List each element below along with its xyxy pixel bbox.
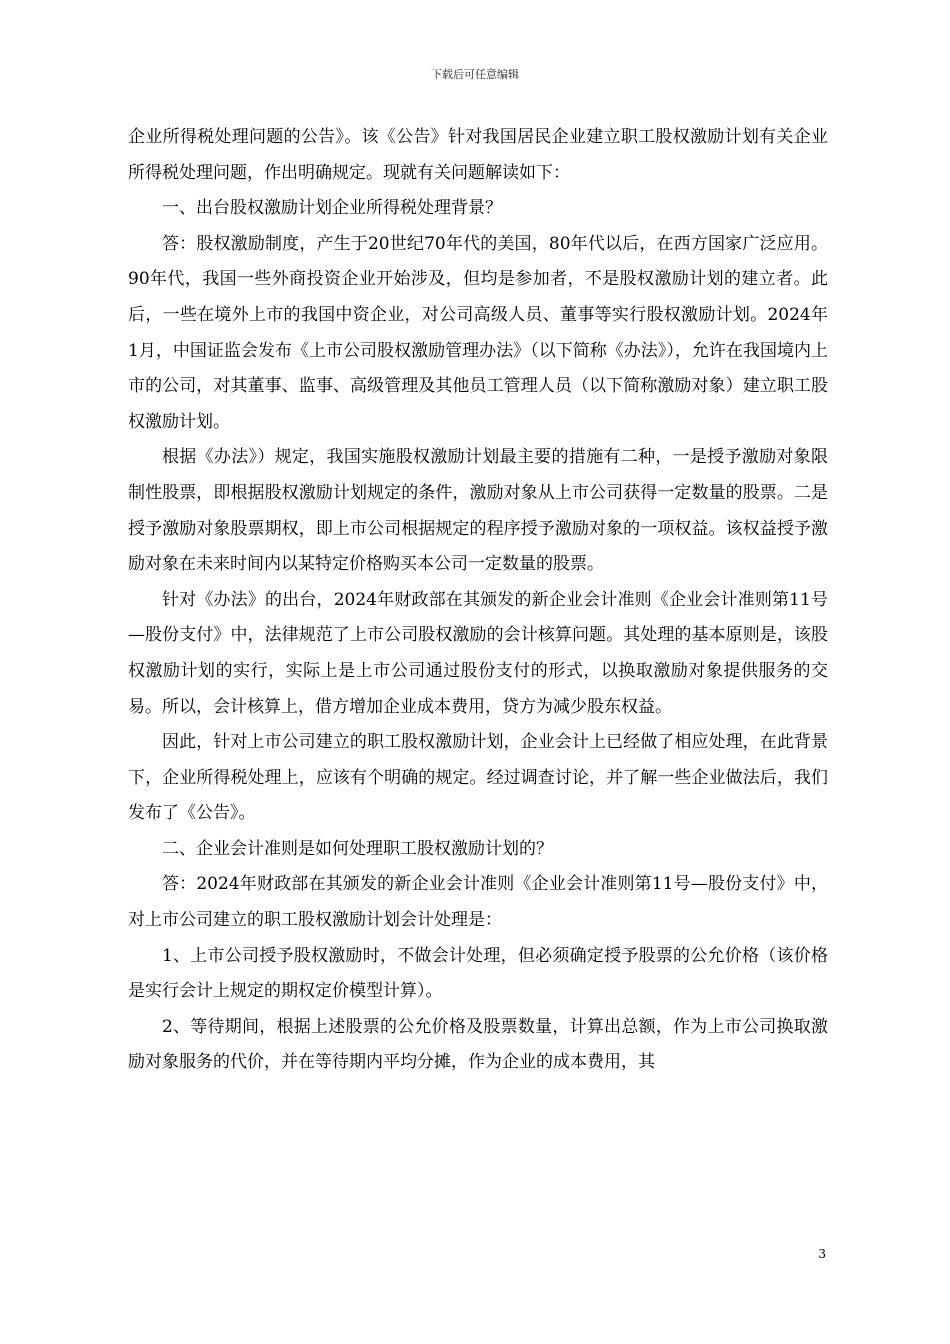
- paragraph: 因此，针对上市公司建立的职工股权激励计划，企业会计上已经做了相应处理，在此背景下，企业所得税处理上，应该有个明确的规定。经过调查讨论，并了解一些企业做法后，我们发布了《公告》。: [128, 732, 828, 824]
- paragraph: 企业所得税处理问题的公告》。该《公告》针对我国居民企业建立职工股权激励计划有关企业所得税处理问题，作出明确规定。现就有关问题解读如下：: [128, 127, 828, 183]
- page-number: 3: [818, 1247, 826, 1261]
- paragraph: 根据《办法》）规定，我国实施股权激励计划最主要的措施有二种，一是授予激励对象限制性股票，即根据股权激励计划规定的条件，激励对象从上市公司获得一定数量的股票。二是授予激励对象股票期权，即上市公司根据规定的程序授予激励对象的一项权益。该权益授予激励对象在未来时间内以某特定价格购买本公司一定数量的股票。: [128, 447, 828, 575]
- paragraph: 答：2024年财政部在其颁发的新企业会计准则《企业会计准则第11号—股份支付》中，对上市公司建立的职工股权激励计划会计处理是：: [128, 874, 828, 931]
- paragraph: 答：股权激励制度，产生于20世纪70年代的美国，80年代以后，在西方国家广泛应用。90年代，我国一些外商投资企业开始涉及，但均是参加者，不是股权激励计划的建立者。此后，一些在境外上市的我国中资企业，对公司高级人员、董事等实行股权激励计划。2024年1月，中国证监会发布《上市公司股权激励管理办法》（以下简称《办法》），允许在我国境内上市的公司，对其董事、监事、高级管理及其他员工管理人员（以下简称激励对象）建立职工股权激励计划。: [128, 233, 828, 432]
- document-body: [128, 120, 828, 1081]
- paragraph: 针对《办法》的出台，2024年财政部在其颁发的新企业会计准则《企业会计准则第11号—股份支付》中，法律规范了上市公司股权激励的会计核算问题。其处理的基本原则是，该股权激励计划的实行，实际上是上市公司通过股份支付的形式，以换取激励对象提供服务的交易。所以，会计核算上，借方增加企业成本费用，贷方为减少股东权益。: [128, 589, 828, 717]
- page-header: 下载后可任意编辑: [431, 68, 519, 81]
- section-heading: 一、出台股权激励计划企业所得税处理背景？: [162, 198, 502, 219]
- list-item: 1、上市公司授予股权激励时，不做会计处理，但必须确定授予股票的公允价格（该价格是实行会计上规定的期权定价模型计算）。: [128, 945, 828, 1002]
- list-item: 2、等待期间，根据上述股票的公允价格及股票数量，计算出总额，作为上市公司换取激励对象服务的代价，并在等待期内平均分摊，作为企业的成本费用，其: [128, 1016, 828, 1073]
- section-heading: 二、企业会计准则是如何处理职工股权激励计划的？: [162, 838, 553, 859]
